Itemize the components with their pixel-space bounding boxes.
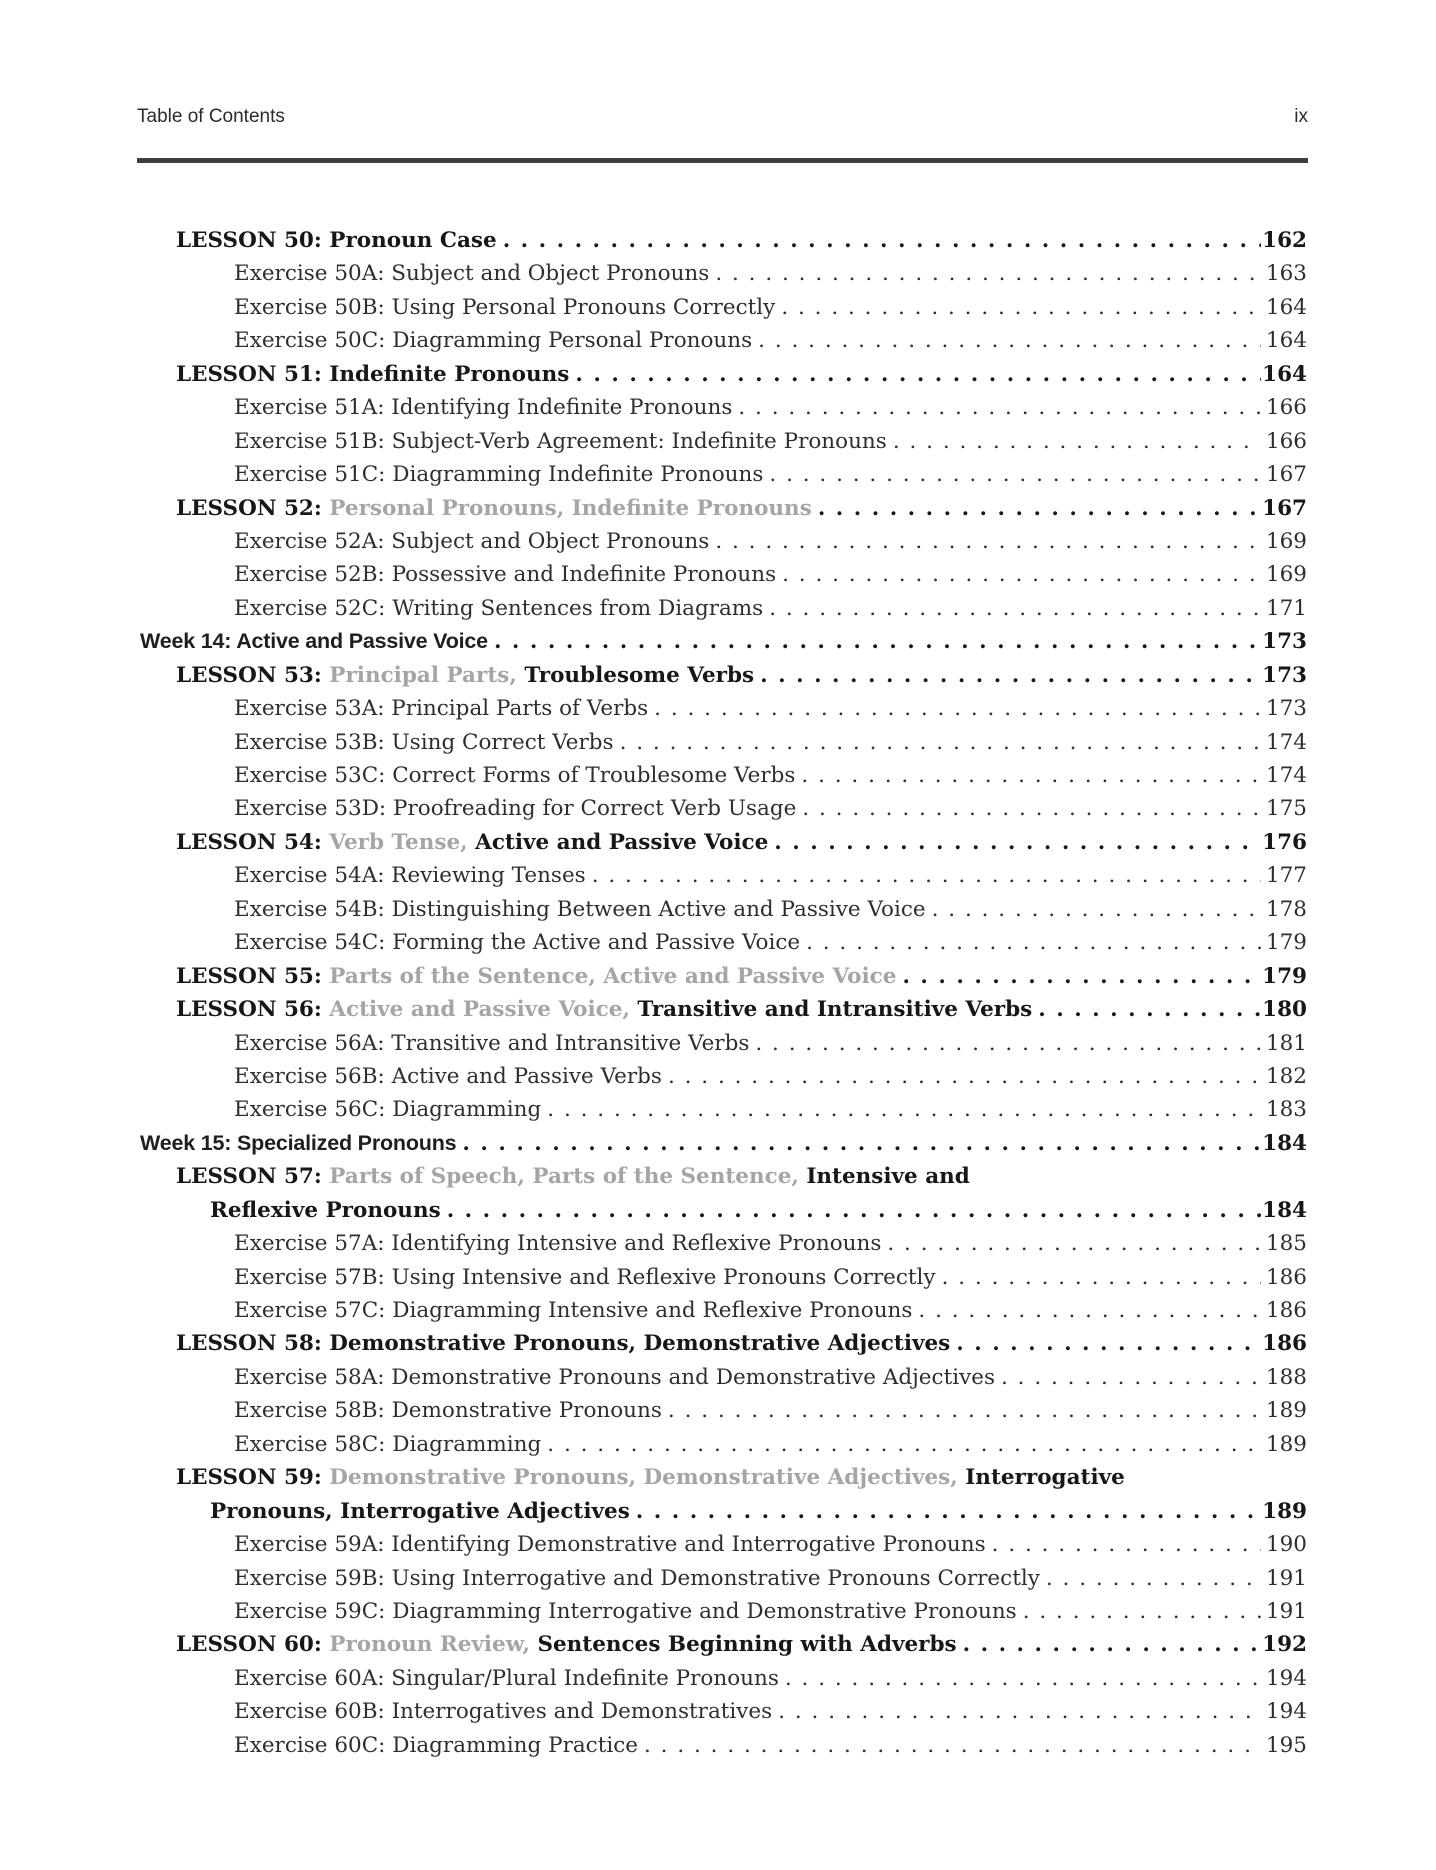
page-number: 186: [1265, 1264, 1307, 1290]
toc-entry-text: Exercise 56C: Diagramming: [234, 1097, 542, 1123]
toc-entry-text: Exercise 53D: Proofreading for Correct Verb Usage: [234, 796, 797, 822]
dot-leader: [1040, 1562, 1261, 1595]
dot-leader: [709, 257, 1261, 290]
toc-entry-text: Parts of Speech, Parts of the Sentence,: [329, 1164, 807, 1190]
page-number: 164: [1265, 328, 1307, 354]
dot-leader: [709, 525, 1261, 558]
page-number: 189: [1262, 1498, 1307, 1524]
page-number: 184: [1262, 1130, 1307, 1156]
toc-entry-text: Principal Parts,: [329, 662, 525, 688]
page-number: 195: [1265, 1732, 1307, 1758]
toc-entry-text: Exercise 59B: Using Interrogative and Demonstrative Pronouns Correctly: [234, 1565, 1040, 1591]
dot-leader: [541, 1093, 1261, 1126]
dot-leader: [648, 692, 1261, 725]
page-number: 163: [1265, 261, 1307, 287]
toc-entry: [140, 625, 1307, 658]
toc-entry-text: Reflexive Pronouns: [210, 1197, 441, 1223]
toc-entry: [140, 1261, 1307, 1294]
dot-leader: [456, 1127, 1261, 1160]
dot-leader: [796, 792, 1261, 825]
toc-entry: [140, 425, 1307, 458]
page-number: 177: [1265, 863, 1307, 889]
toc-entry-text: Exercise 57A: Identifying Intensive and Reflexive Pronouns: [234, 1231, 882, 1257]
toc-entry: [140, 692, 1307, 725]
page-number: 169: [1265, 528, 1307, 554]
page-number: 180: [1262, 997, 1307, 1023]
toc-entry: [140, 1194, 1307, 1227]
toc-entry-text: Exercise 52A: Subject and Object Pronouns: [234, 528, 710, 554]
dot-leader: [926, 893, 1261, 926]
toc-entry: [140, 826, 1307, 859]
page-number: 188: [1265, 1364, 1307, 1390]
toc-entry: [140, 558, 1307, 591]
page-number: 184: [1262, 1197, 1307, 1223]
dot-leader: [986, 1528, 1261, 1561]
page-number: 166: [1265, 395, 1307, 421]
page-number: 183: [1265, 1097, 1307, 1123]
toc-entry-text: Exercise 51A: Identifying Indefinite Pronouns: [234, 395, 733, 421]
page-number: 174: [1265, 729, 1307, 755]
toc-entry-text: Intensive and: [806, 1164, 970, 1190]
toc-entry: [140, 324, 1307, 357]
dot-leader: [732, 391, 1261, 424]
toc-entry: [140, 1227, 1307, 1260]
toc-entry: [140, 492, 1307, 525]
toc-entry-text: Exercise 58B: Demonstrative Pronouns: [234, 1398, 662, 1424]
toc-entry-text: Exercise 58A: Demonstrative Pronouns and Demonstrative Adjectives: [234, 1364, 995, 1390]
page-number: 190: [1265, 1532, 1307, 1558]
toc-entry-text: Exercise 54C: Forming the Active and Passive Voice: [234, 930, 801, 956]
toc-entry-text: Exercise 51B: Subject-Verb Agreement: Indefinite Pronouns: [234, 428, 887, 454]
toc-entry-text: Exercise 56B: Active and Passive Verbs: [234, 1063, 662, 1089]
page-number: 179: [1265, 930, 1307, 956]
page-number: 191: [1265, 1565, 1307, 1591]
toc-entry-text: Exercise 52C: Writing Sentences from Diagrams: [234, 595, 764, 621]
page-number: 189: [1265, 1398, 1307, 1424]
dot-leader: [541, 1428, 1261, 1461]
toc-entry: [140, 659, 1307, 692]
page-number: 167: [1265, 462, 1307, 488]
toc-entry-text: LESSON 54:: [176, 829, 330, 855]
page-number: 166: [1265, 428, 1307, 454]
toc-entry-text: LESSON 60:: [176, 1632, 330, 1658]
dot-leader: [881, 1227, 1261, 1260]
dot-leader: [775, 291, 1261, 324]
toc-entry-text: LESSON 53:: [176, 662, 330, 688]
dot-leader: [912, 1294, 1261, 1327]
toc-entry-text: Parts of the Sentence, Active and Passive Voice: [329, 963, 897, 989]
toc-entry: [140, 1695, 1307, 1728]
dot-leader: [936, 1261, 1261, 1294]
dot-leader: [497, 224, 1261, 257]
page-number: 173: [1262, 662, 1307, 688]
toc-entry-text: Exercise 57C: Diagramming Intensive and Reflexive Pronouns: [234, 1298, 913, 1323]
dot-leader: [887, 425, 1261, 458]
toc-entry-text: Personal Pronouns, Indefinite Pronouns: [329, 495, 812, 521]
toc-entry: [140, 1361, 1307, 1394]
toc-entry: [140, 291, 1307, 324]
toc-entry: [140, 993, 1307, 1026]
dot-leader: [630, 1495, 1261, 1528]
dot-leader: [749, 1027, 1261, 1060]
toc-entry: [140, 391, 1307, 424]
toc-entry-text: Week 15: Specialized Pronouns: [140, 1130, 457, 1155]
toc-entry: [140, 1093, 1307, 1126]
toc-entry-text: Exercise 57B: Using Intensive and Reflexive Pronouns Correctly: [234, 1264, 936, 1290]
toc-entry: [140, 1394, 1307, 1427]
page-number: 174: [1265, 763, 1307, 788]
toc-entry: [140, 224, 1307, 257]
toc-entry-text: Exercise 50A: Subject and Object Pronouns: [234, 261, 710, 287]
dot-leader: [441, 1194, 1261, 1227]
toc-entry: [140, 859, 1307, 892]
toc-entry: [140, 1060, 1307, 1093]
page-number: 181: [1265, 1030, 1307, 1056]
page-number: 186: [1265, 1298, 1307, 1323]
toc-entry: [140, 893, 1307, 926]
toc-entry: [140, 726, 1307, 759]
toc-entry-text: Pronouns, Interrogative Adjectives: [210, 1498, 630, 1524]
dot-leader: [950, 1327, 1261, 1360]
page-number: 162: [1262, 228, 1307, 253]
toc-entry-text: Exercise 60B: Interrogatives and Demonstratives: [234, 1699, 773, 1725]
dot-leader: [995, 1361, 1261, 1394]
page-number: 164: [1265, 294, 1307, 320]
dot-leader: [1017, 1595, 1261, 1628]
toc-entry: [140, 1461, 1307, 1494]
toc-entry: [140, 1628, 1307, 1661]
dot-leader: [812, 492, 1261, 525]
toc-entry-text: LESSON 55:: [176, 963, 330, 989]
toc-entry-text: LESSON 52:: [176, 495, 330, 521]
toc-entry: [140, 1729, 1307, 1762]
toc-entry-text: Week 14: Active and Passive Voice: [140, 629, 488, 654]
page-number: 173: [1265, 696, 1307, 722]
toc-entry-text: Exercise 52B: Possessive and Indefinite Pronouns: [234, 562, 777, 588]
toc-entry: [140, 1528, 1307, 1561]
toc-entry-text: Active and Passive Voice: [475, 829, 769, 855]
toc-entry-text: Transitive and Intransitive Verbs: [637, 997, 1033, 1023]
page-number: 185: [1265, 1231, 1307, 1257]
toc-entry-text: LESSON 57:: [176, 1164, 330, 1190]
toc-entry-text: LESSON 56:: [176, 997, 330, 1023]
toc-entry: [140, 358, 1307, 391]
toc-entry-text: LESSON 50: Pronoun Case: [176, 228, 497, 253]
toc-entry-text: Exercise 50B: Using Personal Pronouns Correctly: [234, 294, 776, 320]
page-number: 178: [1265, 896, 1307, 922]
toc-entry-text: Verb Tense,: [329, 829, 476, 855]
page-number: 192: [1262, 1632, 1307, 1658]
toc-entry: [140, 960, 1307, 993]
dot-leader: [662, 1394, 1261, 1427]
toc-entry: [140, 525, 1307, 558]
toc-entry: [140, 1294, 1307, 1327]
dot-leader: [896, 960, 1261, 993]
toc-entry: [140, 1662, 1307, 1695]
toc-entry: [140, 759, 1307, 792]
page-number: 171: [1265, 595, 1307, 621]
toc-entry: [140, 1027, 1307, 1060]
toc-entry-text: Exercise 59A: Identifying Demonstrative and Interrogative Pronouns: [234, 1532, 986, 1558]
toc-entry: [140, 1495, 1307, 1528]
page-number: 169: [1265, 562, 1307, 588]
page-number: 175: [1265, 796, 1307, 822]
toc-entry-text: Exercise 56A: Transitive and Intransitive Verbs: [234, 1030, 750, 1056]
toc-entry-text: Sentences Beginning with Adverbs: [537, 1632, 957, 1658]
toc-entry-text: Active and Passive Voice,: [329, 997, 638, 1023]
toc-entry: [140, 257, 1307, 290]
dot-leader: [776, 558, 1261, 591]
header-page-label: ix: [1294, 106, 1308, 127]
dot-leader: [754, 659, 1261, 692]
toc-entry: [140, 1160, 1307, 1193]
dot-leader: [795, 759, 1261, 792]
page-number: 179: [1262, 963, 1307, 989]
dot-leader: [662, 1060, 1261, 1093]
toc-entry: [140, 592, 1307, 625]
dot-leader: [768, 826, 1261, 859]
toc-entry-text: LESSON 59:: [176, 1465, 330, 1491]
dot-leader: [586, 859, 1261, 892]
toc-entry-text: Exercise 51C: Diagramming Indefinite Pronouns: [234, 462, 764, 488]
toc-entry-text: Demonstrative Pronouns, Demonstrative Adjectives,: [329, 1465, 966, 1491]
dot-leader: [763, 458, 1261, 491]
dot-leader: [1032, 993, 1261, 1026]
toc-entry: [140, 458, 1307, 491]
dot-leader: [488, 625, 1261, 658]
toc-entry-text: Exercise 54B: Distinguishing Between Active and Passive Voice: [234, 896, 926, 922]
header-title: Table of Contents: [137, 106, 285, 127]
toc-entry: [140, 1327, 1307, 1360]
page-number: 191: [1265, 1598, 1307, 1624]
toc-entry-text: Exercise 53C: Correct Forms of Troublesome Verbs: [234, 763, 796, 788]
dot-leader: [752, 324, 1261, 357]
page-number: 173: [1262, 629, 1307, 655]
page-number: 167: [1262, 495, 1307, 521]
page-number: 176: [1262, 829, 1307, 855]
dot-leader: [638, 1729, 1261, 1762]
dot-leader: [763, 592, 1261, 625]
dot-leader: [614, 726, 1261, 759]
toc-entry-text: Exercise 58C: Diagramming: [234, 1431, 542, 1457]
toc-entry: [140, 1562, 1307, 1595]
page-number: 164: [1262, 361, 1307, 387]
toc-entry-text: Exercise 54A: Reviewing Tenses: [234, 863, 586, 889]
toc-entry-text: LESSON 51: Indefinite Pronouns: [176, 361, 570, 387]
dot-leader: [569, 358, 1261, 391]
page-number: 194: [1265, 1699, 1307, 1725]
toc-entry-text: Pronoun Review,: [329, 1632, 538, 1658]
toc-entry: [140, 926, 1307, 959]
table-of-contents: [140, 224, 1307, 1762]
toc-entry-text: Exercise 60C: Diagramming Practice: [234, 1732, 638, 1758]
page-number: 189: [1265, 1431, 1307, 1457]
toc-entry-text: Exercise 60A: Singular/Plural Indefinite Pronouns: [234, 1665, 779, 1691]
toc-entry-text: Exercise 50C: Diagramming Personal Pronouns: [234, 328, 753, 354]
toc-entry: [140, 1428, 1307, 1461]
toc-entry: [140, 1127, 1307, 1160]
dot-leader: [800, 926, 1261, 959]
toc-entry: [140, 792, 1307, 825]
dot-leader: [779, 1662, 1261, 1695]
toc-entry-text: Interrogative: [965, 1465, 1125, 1491]
page-number: 182: [1265, 1063, 1307, 1089]
page-number: 186: [1262, 1331, 1307, 1357]
toc-entry-text: Exercise 53A: Principal Parts of Verbs: [234, 696, 649, 722]
dot-leader: [772, 1695, 1261, 1728]
toc-entry-text: Exercise 59C: Diagramming Interrogative and Demonstrative Pronouns: [234, 1598, 1017, 1624]
toc-entry-text: LESSON 58: Demonstrative Pronouns, Demonstrative Adjectives: [176, 1331, 951, 1357]
page-header: [137, 106, 1308, 128]
dot-leader: [957, 1628, 1261, 1661]
toc-entry-text: Exercise 53B: Using Correct Verbs: [234, 729, 614, 755]
toc-entry: [140, 1595, 1307, 1628]
toc-entry-text: Troublesome Verbs: [524, 662, 755, 688]
header-rule: [137, 158, 1308, 163]
page-number: 194: [1265, 1665, 1307, 1691]
